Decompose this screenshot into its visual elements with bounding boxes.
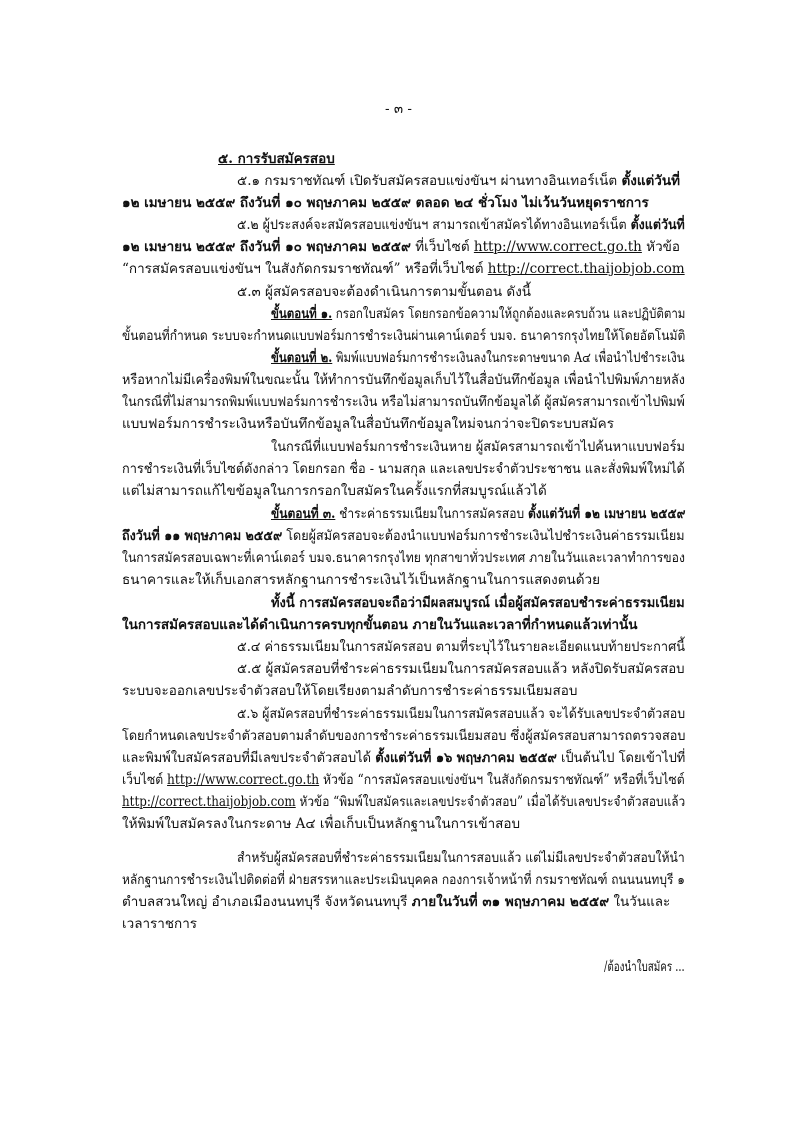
p57-line2: หลักฐานการชำระเงินไปติดต่อที่ ฝ่ายสรรหาและประเมินบุคคล กองการเจ้าหน้าที่ กรมราชทัณฑ์ ถนนนนทบุรี ๑ bbox=[122, 872, 685, 888]
p51-line2: ๑๒ เมษายน ๒๕๕๙ ถึงวันที่ ๑๐ พฤษภาคม ๒๕๕๙ ตลอด ๒๔ ชั่วโมง ไม่เว้นวันหยุดราชการ bbox=[122, 195, 649, 211]
p53-line1: ๕.๓ ผู้สมัครสอบจะต้องดำเนินการตามขั้นตอน ดังนี้ bbox=[237, 284, 532, 300]
step1-text: กรอกใบสมัคร โดยกรอกข้อความให้ถูกต้องและครบถ้วน และปฏิบัติตาม bbox=[332, 306, 686, 322]
step3-date-bold: ตั้งแต่วันที่ ๑๒ เมษายน ๒๕๕๙ bbox=[527, 506, 686, 522]
p56-line5 bbox=[122, 793, 685, 811]
lost-form-line1: ในกรณีที่แบบฟอร์มการชำระเงินหาย ผู้สมัครสามารถเข้าไปค้นหาแบบฟอร์ม bbox=[271, 439, 685, 455]
step2-line1 bbox=[271, 349, 685, 367]
thaijobjob-link-2[interactable]: http://correct.thaijobjob.com bbox=[122, 794, 296, 810]
step2-line2: หรือหากไม่มีเครื่องพิมพ์ในขณะนั้น ให้ทำการบันทึกข้อมูลเก็บไว้ในสื่อบันทึกข้อมูล เพื่อนำไปพิมพ์ภายหลัง bbox=[122, 372, 685, 388]
p56-line6: ให้พิมพ์ใบสมัครลงในกระดาษ A๔ เพื่อเก็บเป็นหลักฐานในการเข้าสอบ bbox=[122, 816, 521, 832]
step3-label: ขั้นตอนที่ ๓. bbox=[271, 506, 336, 522]
lost-form-line2: การชำระเงินที่เว็บไซต์ดังกล่าว โดยกรอก ชื่อ - นามสกุล และเลขประจำตัวประชาชน และสั่งพิมพ์ใหม่ได้ bbox=[122, 461, 685, 477]
p52-line3 bbox=[122, 260, 685, 278]
p52-line1 bbox=[237, 216, 685, 234]
p52-text: ๕.๒ ผู้ประสงค์จะสมัครสอบแข่งขันฯ สามารถเข้าสมัครได้ทางอินเทอร์เน็ต bbox=[237, 217, 631, 233]
p52-bold: ตั้งแต่วันที่ bbox=[630, 217, 685, 233]
p52-line2 bbox=[122, 238, 680, 256]
thaijobjob-link[interactable]: http://correct.thaijobjob.com bbox=[487, 261, 685, 277]
step3-end-date: ถึงวันที่ ๑๑ พฤษภาคม ๒๕๕๙ bbox=[122, 528, 283, 544]
correct-go-th-link-2[interactable]: http://www.correct.go.th bbox=[167, 772, 320, 788]
continuation-note: /ต้องนำใบสมัคร ... bbox=[604, 959, 685, 975]
p57-deadline-bold: ภายในวันที่ ๓๑ พฤษภาคม ๒๕๕๙ bbox=[411, 894, 610, 910]
step1-line1 bbox=[271, 305, 685, 323]
step2-line3: ในกรณีที่ไม่สามารถพิมพ์แบบฟอร์มการชำระเงิน หรือไม่สามารถบันทึกข้อมูลได้ ผู้สมัครสามารถเข้าไปพิมพ์ bbox=[122, 394, 685, 410]
p57-line4: เวลาราชการ bbox=[122, 916, 198, 932]
lost-form-line3: แต่ไม่สามารถแก้ไขข้อมูลในการกรอกใบสมัครในครั้งแรกที่สมบูรณ์แล้วได้ bbox=[122, 483, 547, 499]
p52-topic-text: หัวข้อ bbox=[641, 239, 680, 255]
p56-line3 bbox=[122, 749, 685, 767]
step3-line4: ธนาคารและให้เก็บเอกสารหลักฐานการชำระเงินไว้เป็นหลักฐานในการแสดงตนด้วย bbox=[122, 572, 601, 588]
p52-date-bold: ๑๒ เมษายน ๒๕๕๙ ถึงวันที่ ๑๐ พฤษภาคม ๒๕๕๙ bbox=[122, 239, 411, 255]
note-line1: ทั้งนี้ การสมัครสอบจะถือว่ามีผลสมบูรณ์ เมื่อผู้สมัครสอบชำระค่าธรรมเนียม bbox=[271, 595, 685, 611]
p57-line1: สำหรับผู้สมัครสอบที่ชำระค่าธรรมเนียมในการสอบแล้ว แต่ไม่มีเลขประจำตัวสอบให้นำ bbox=[237, 850, 685, 866]
step3-line1 bbox=[271, 505, 685, 523]
section-heading: ๕. การรับสมัครสอบ bbox=[218, 151, 335, 167]
p52-website-text: ที่เว็บไซต์ bbox=[410, 239, 474, 255]
note-line2: ในการสมัครสอบและได้ดำเนินการครบทุกขั้นตอน ภายในวันและเวลาที่กำหนดแล้วเท่านั้น bbox=[122, 617, 638, 633]
step1-label: ขั้นตอนที่ ๑. bbox=[271, 306, 333, 322]
p56-text4: เว็บไซต์ bbox=[122, 772, 168, 788]
p52-topic-name: “การสมัครสอบแข่งขันฯ ในสังกัดกรมราชทัณฑ์” หรือที่เว็บไซต์ bbox=[122, 261, 488, 277]
p57-text3: ตำบลสวนใหญ่ อำเภอเมืองนนทบุรี จังหวัดนนทบุรี bbox=[122, 894, 412, 910]
p56-line4 bbox=[122, 771, 685, 789]
p55-line1: ๕.๕ ผู้สมัครสอบที่ชำระค่าธรรมเนียมในการสมัครสอบแล้ว หลังปิดรับสมัครสอบ bbox=[237, 661, 685, 677]
page-number: - ๓ - bbox=[385, 101, 412, 117]
p56-date-bold: ตั้งแต่วันที่ ๑๖ พฤษภาคม ๒๕๕๙ bbox=[375, 750, 557, 766]
p51-bold: ตั้งแต่วันที่ bbox=[621, 173, 681, 189]
p57-line3 bbox=[122, 893, 670, 911]
p51-line1 bbox=[237, 172, 680, 190]
p56-tail4: หัวข้อ “การสมัครสอบแข่งขันฯ ในสังกัดกรมราชทัณฑ์” หรือที่เว็บไซต์ bbox=[319, 772, 685, 788]
p56-tail3: เป็นต้นไป โดยเข้าไปที่ bbox=[556, 750, 686, 766]
step1-line2: ขั้นตอนที่กำหนด ระบบจะกำหนดแบบฟอร์มการชำระเงินผ่านเคาน์เตอร์ บมจ. ธนาคารกรุงไทยให้โดยอัตโนมัติ bbox=[122, 328, 686, 344]
step3-line3: ในการสมัครสอบเฉพาะที่เคาน์เตอร์ บมจ.ธนาคารกรุงไทย ทุกสาขาทั่วประเทศ ภายในวันและเวลาทำการของ bbox=[122, 550, 685, 566]
p56-line2: โดยกำหนดเลขประจำตัวสอบตามลำดับของการชำระค่าธรรมเนียมสอบ ซึ่งผู้สมัครสอบสามารถตรวจสอบ bbox=[122, 728, 686, 744]
p56-tail5: หัวข้อ “พิมพ์ใบสมัครและเลขประจำตัวสอบ” เมื่อได้รับเลขประจำตัวสอบแล้ว bbox=[295, 794, 686, 810]
p51-text: ๕.๑ กรมราชทัณฑ์ เปิดรับสมัครสอบแข่งขันฯ ผ่านทางอินเทอร์เน็ต bbox=[237, 173, 622, 189]
step3-line2 bbox=[122, 527, 685, 545]
p57-tail3: ในวันและ bbox=[609, 894, 671, 910]
correct-go-th-link[interactable]: http://www.correct.go.th bbox=[473, 239, 642, 255]
p55-line2: ระบบจะออกเลขประจำตัวสอบให้โดยเรียงตามลำดับการชำระค่าธรรมเนียมสอบ bbox=[122, 683, 578, 699]
p56-text3: และพิมพ์ใบสมัครสอบที่มีเลขประจำตัวสอบได้ bbox=[122, 750, 376, 766]
p56-line1: ๕.๖ ผู้สมัครสอบที่ชำระค่าธรรมเนียมในการสมัครสอบแล้ว จะได้รับเลขประจำตัวสอบ bbox=[237, 706, 686, 722]
step2-label: ขั้นตอนที่ ๒. bbox=[271, 350, 333, 366]
step3-text: ชำระค่าธรรมเนียมในการสมัครสอบ bbox=[335, 506, 528, 522]
step2-text: พิมพ์แบบฟอร์มการชำระเงินลงในกระดาษขนาด A๔ เพื่อนำไปชำระเงิน bbox=[332, 350, 685, 366]
step2-line4: แบบฟอร์มการชำระเงินหรือบันทึกข้อมูลในสื่อบันทึกข้อมูลใหม่จนกว่าจะปิดระบบสมัคร bbox=[122, 416, 614, 432]
step3-text2: โดยผู้สมัครสอบจะต้องนำแบบฟอร์มการชำระเงินไปชำระเงินค่าธรรมเนียม bbox=[282, 528, 685, 544]
p54-line: ๕.๔ ค่าธรรมเนียมในการสมัครสอบ ตามที่ระบุไว้ในรายละเอียดแนบท้ายประกาศนี้ bbox=[237, 639, 685, 655]
